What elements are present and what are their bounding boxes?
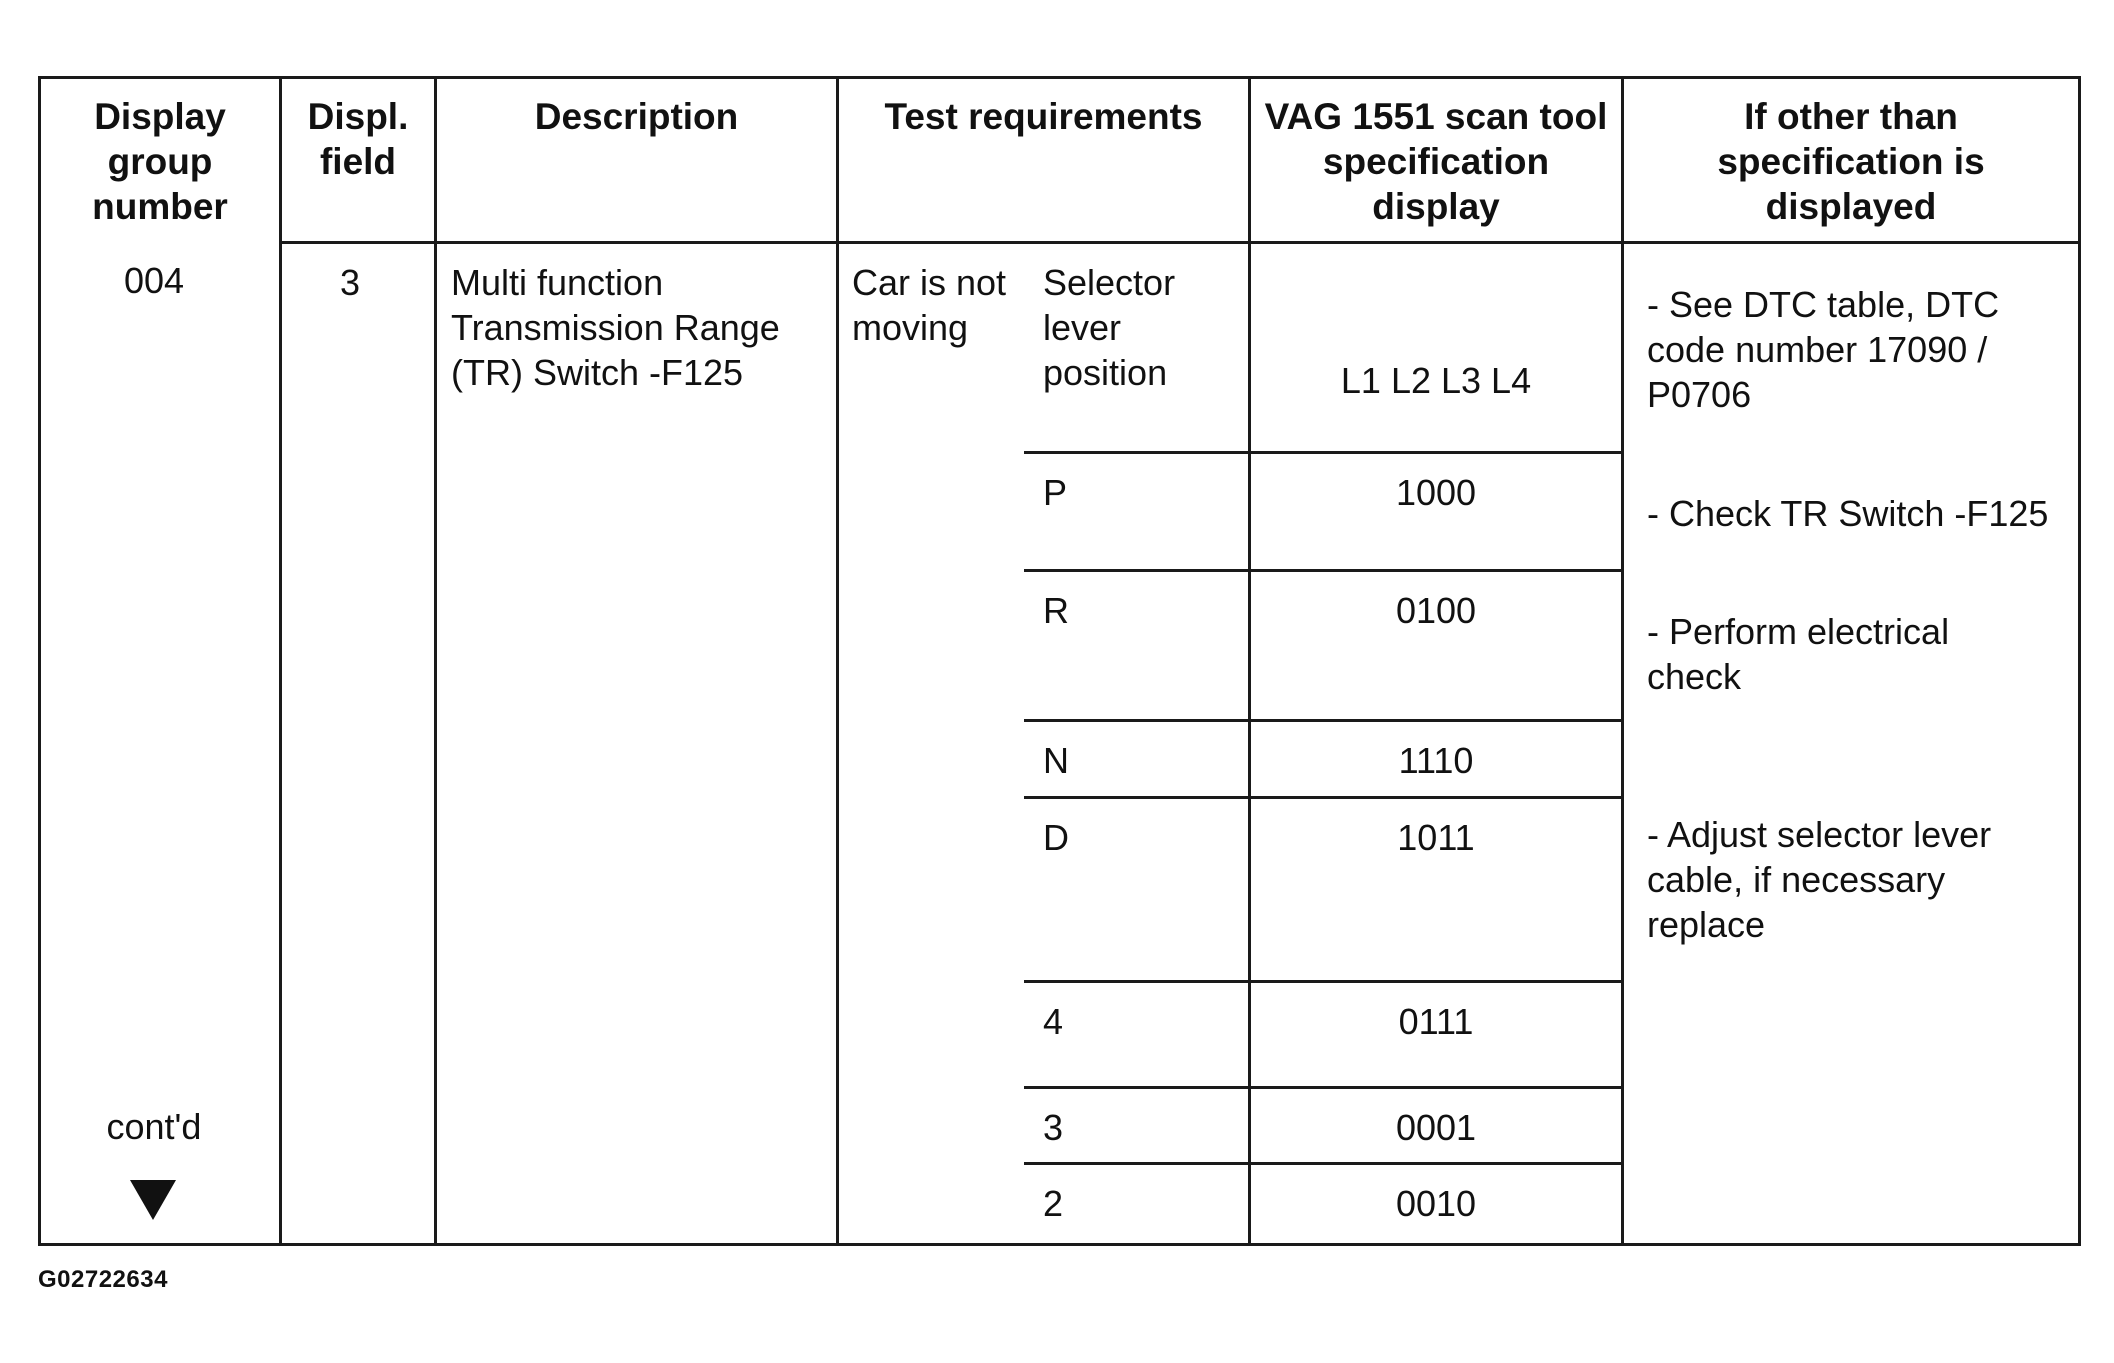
- figure-id: G02722634: [38, 1266, 168, 1293]
- row-divider: [1024, 451, 1623, 454]
- header-divider: [279, 241, 2081, 244]
- action-electrical-check: - Perform electrical check: [1647, 611, 1950, 697]
- action-check-switch: - Check TR Switch -F125: [1647, 493, 2049, 534]
- header-description: Description: [534, 96, 739, 137]
- display-value: 1011: [1397, 817, 1475, 858]
- selector-position: 2: [1043, 1183, 1064, 1224]
- action-dtc-table: - See DTC table, DTC code number 17090 / P0706: [1647, 284, 2000, 415]
- display-value: 0100: [1395, 590, 1477, 631]
- row-divider: [1024, 980, 1623, 983]
- selector-position: 4: [1043, 1001, 1064, 1042]
- col-divider: [836, 76, 839, 1246]
- display-legend: L1 L2 L3 L4: [1340, 360, 1532, 401]
- row-divider: [1024, 1086, 1623, 1089]
- selector-position: D: [1043, 817, 1069, 858]
- selector-position: P: [1043, 472, 1068, 513]
- col-divider: [434, 76, 437, 1246]
- col-divider: [1248, 76, 1251, 1246]
- selector-position: N: [1043, 740, 1069, 781]
- table-border-right: [2078, 76, 2081, 1246]
- display-value: 0111: [1398, 1001, 1474, 1042]
- action-adjust-cable: - Adjust selector lever cable, if necessary replace: [1647, 814, 1992, 945]
- description-text: Multi function Transmission Range (TR) Switch -F125: [451, 262, 780, 393]
- row-divider: [1024, 1162, 1623, 1165]
- contd-label: cont'd: [106, 1106, 202, 1147]
- group-number: 004: [123, 260, 185, 301]
- selector-position: R: [1043, 590, 1069, 631]
- col-divider: [279, 76, 282, 1246]
- table-border-bottom: [38, 1243, 2081, 1246]
- display-value: 1110: [1398, 740, 1474, 781]
- header-test-requirements: Test requirements: [884, 96, 1203, 137]
- header-display-group-number: Display group number: [92, 96, 228, 227]
- col-divider: [1621, 76, 1624, 1246]
- display-value: 0001: [1395, 1107, 1477, 1148]
- header-displ-field: Displ. field: [307, 96, 409, 182]
- selector-lever-label: Selector lever position: [1043, 262, 1176, 393]
- table-border-top: [38, 76, 2081, 79]
- header-if-other: If other than specification is displayed: [1717, 96, 1985, 227]
- header-scan-tool-display: VAG 1551 scan tool specification display: [1264, 96, 1608, 227]
- row-divider: [1024, 796, 1623, 799]
- selector-position: 3: [1043, 1107, 1064, 1148]
- display-value: 1000: [1395, 472, 1477, 513]
- table-border-left: [38, 76, 41, 1246]
- row-divider: [1024, 719, 1623, 722]
- condition-text: Car is not moving: [852, 262, 1007, 348]
- display-value: 0010: [1395, 1183, 1477, 1224]
- row-divider: [1024, 569, 1623, 572]
- display-field: 3: [339, 262, 361, 303]
- down-arrow-icon: [130, 1180, 176, 1220]
